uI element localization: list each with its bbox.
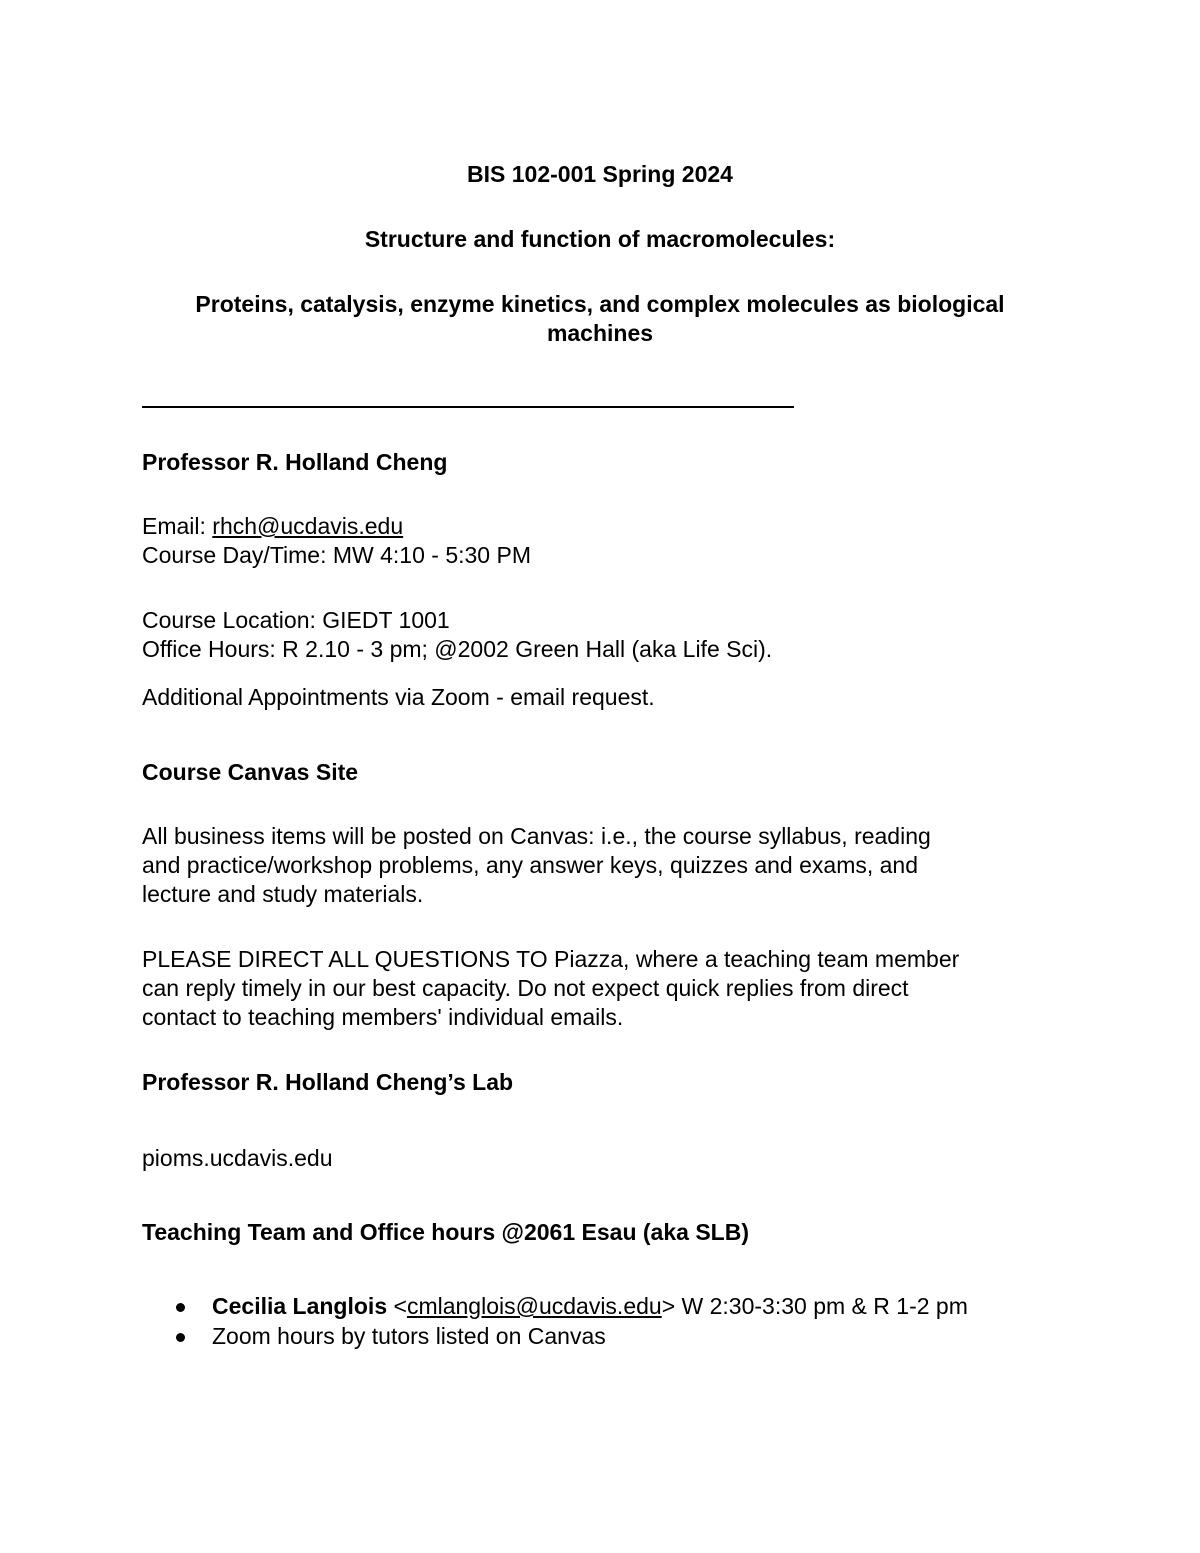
ta-name: Cecilia Langlois (212, 1293, 388, 1319)
team-list-item (212, 1292, 968, 1321)
ta-email-link[interactable]: cmlanglois@ucdavis.edu (406, 1293, 662, 1319)
course-subtitle-line-2: machines (546, 320, 654, 346)
lab-url: pioms.ucdavis.edu (142, 1145, 333, 1171)
bullet-icon (176, 1333, 185, 1342)
email-line (142, 512, 403, 541)
course-time: Course Day/Time: MW 4:10 - 5:30 PM (142, 542, 531, 568)
canvas-para2-line1: PLEASE DIRECT ALL QUESTIONS TO Piazza, where a teaching team member (142, 946, 960, 972)
lab-heading: Professor R. Holland Cheng’s Lab (142, 1069, 514, 1095)
ta-email-open: < (387, 1293, 407, 1319)
office-hours: Office Hours: R 2.10 - 3 pm; @2002 Green Hall (aka Life Sci). (142, 636, 773, 662)
professor-heading: Professor R. Holland Cheng (142, 449, 448, 475)
canvas-para1-line1: All business items will be posted on Canvas: i.e., the course syllabus, reading (142, 823, 931, 849)
course-term: BIS 102-001 Spring 2024 (467, 161, 733, 187)
ta-hours: W 2:30-3:30 pm & R 1-2 pm (675, 1293, 968, 1319)
canvas-para1-line3: lecture and study materials. (142, 881, 424, 907)
canvas-para2-line3: contact to teaching members' individual emails. (142, 1004, 624, 1030)
email-label: Email: (142, 513, 213, 539)
additional-appointments: Additional Appointments via Zoom - email request. (142, 684, 655, 710)
team-list-item: Zoom hours by tutors listed on Canvas (212, 1323, 606, 1349)
horizontal-rule (142, 406, 794, 408)
course-title: Structure and function of macromolecules: (364, 226, 836, 252)
canvas-heading: Course Canvas Site (142, 759, 359, 785)
professor-email-link[interactable]: rhch@ucdavis.edu (212, 513, 404, 539)
team-heading: Teaching Team and Office hours @2061 Esau (aka SLB) (142, 1219, 749, 1245)
course-subtitle-line-1: Proteins, catalysis, enzyme kinetics, and complex molecules as biological (195, 291, 1005, 317)
course-location: Course Location: GIEDT 1001 (142, 607, 450, 633)
ta-email-close: > (661, 1293, 676, 1319)
canvas-para1-line2: and practice/workshop problems, any answer keys, quizzes and exams, and (142, 852, 919, 878)
canvas-para2-line2: can reply timely in our best capacity. Do not expect quick replies from direct (142, 975, 909, 1001)
bullet-icon (176, 1303, 185, 1312)
